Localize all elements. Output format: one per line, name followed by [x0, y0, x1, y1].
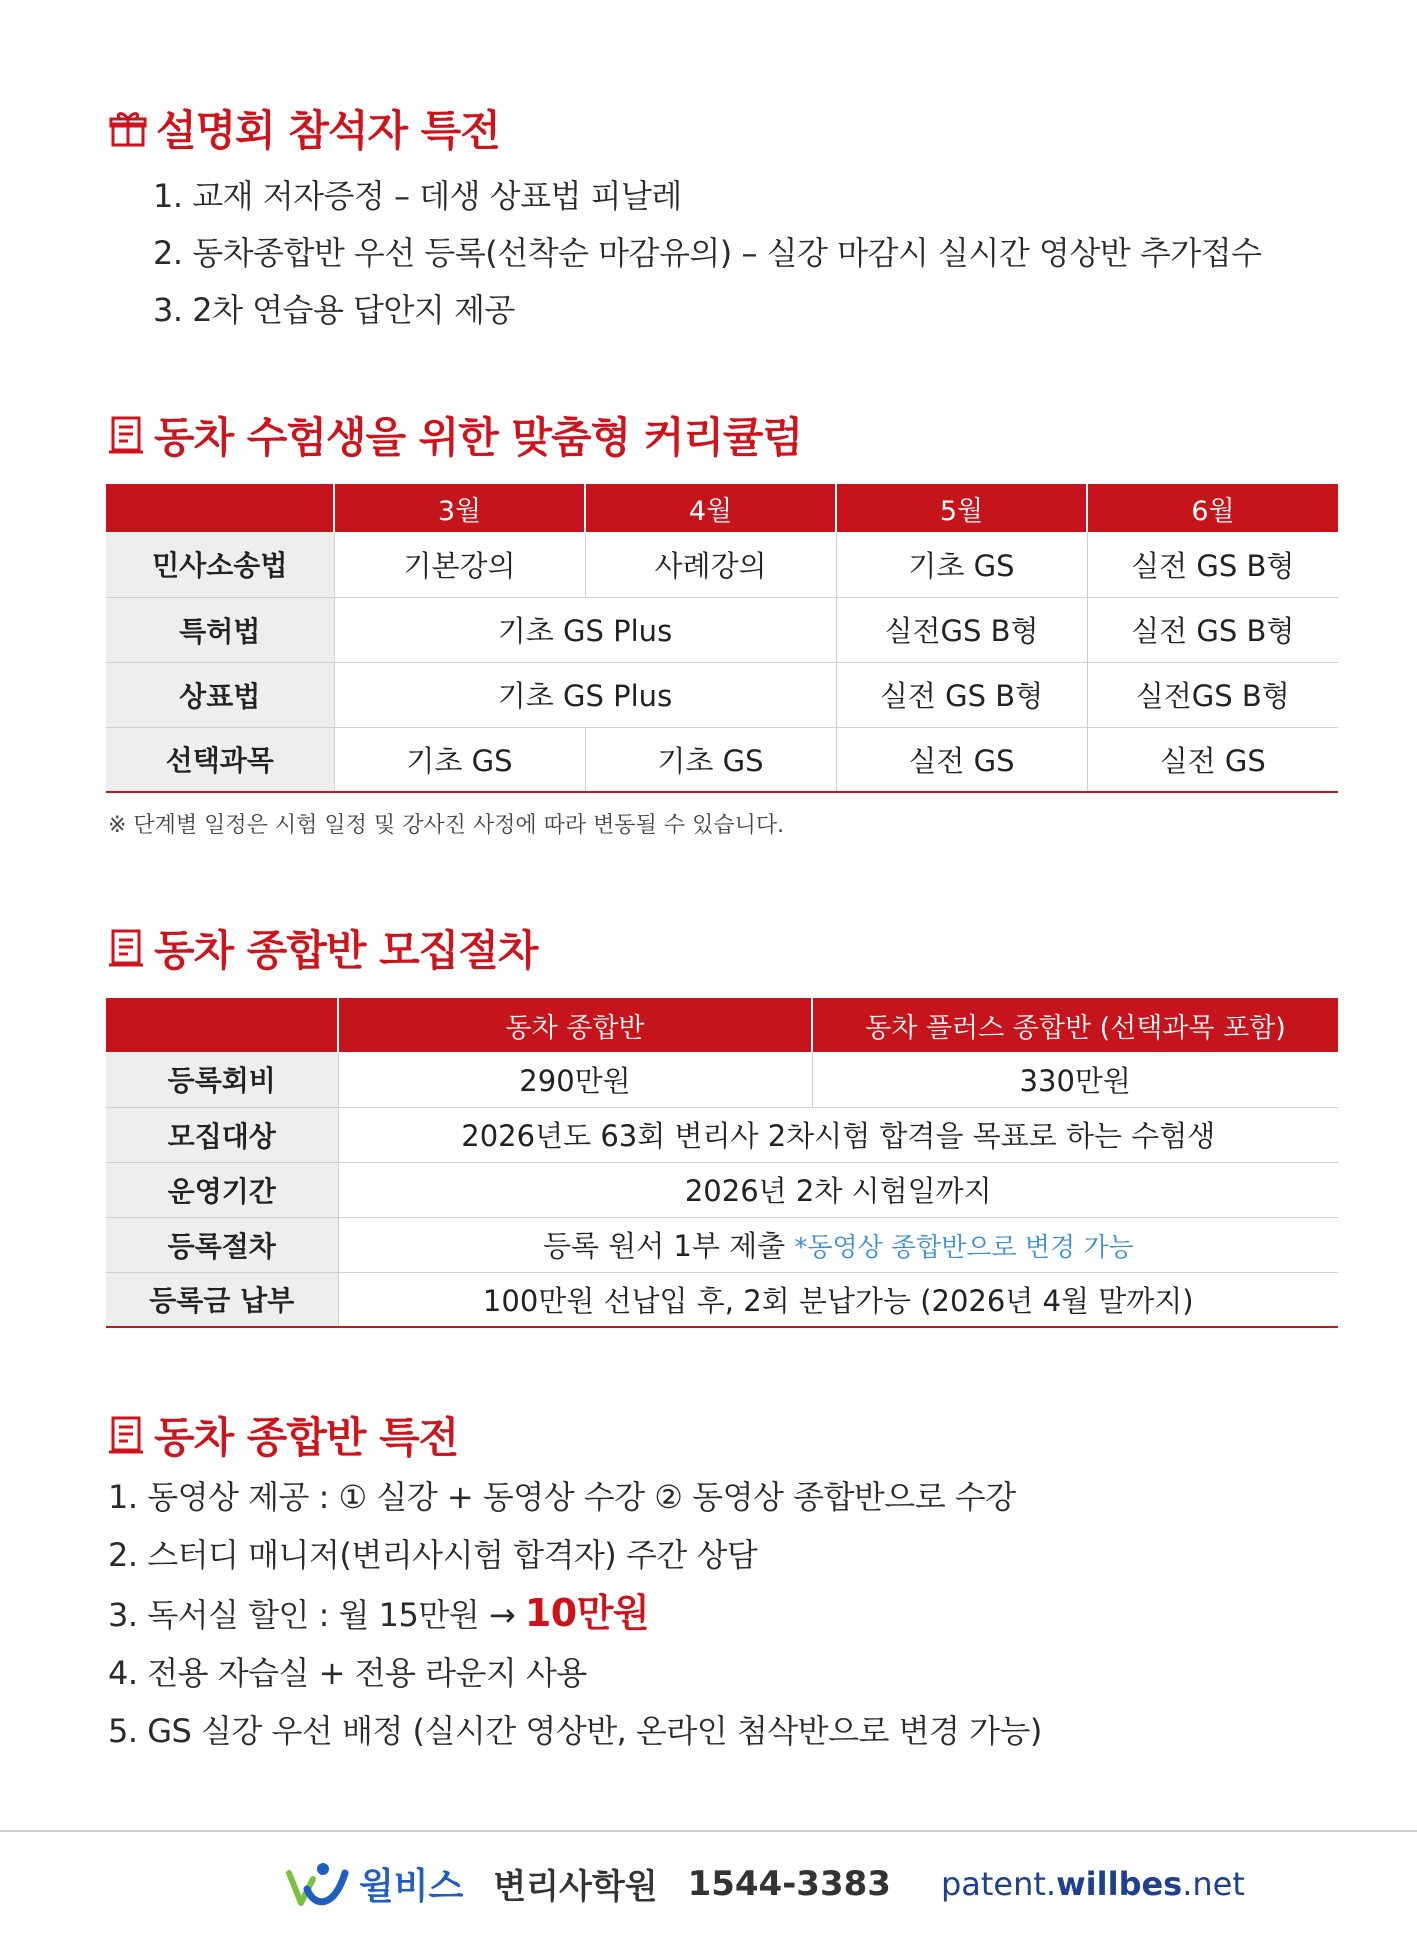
table-row — [106, 1052, 1338, 1107]
url-suffix: .net — [1182, 1864, 1245, 1903]
course-benefits-title — [108, 1405, 458, 1465]
recruit-table — [106, 998, 1338, 1328]
website-link[interactable] — [941, 1865, 1245, 1903]
table-header-cell: 5월 — [836, 484, 1087, 532]
list-item: 2. 동차종합반 우선 등록(선착순 마감유의) – 실강 마감시 실시간 영상반 추가접수 — [153, 234, 1262, 272]
list-item: 2. 스터디 매니저(변리사시험 합격자) 주간 상담 — [108, 1536, 758, 1574]
curriculum-note: ※ 단계별 일정은 시험 일정 및 강사진 사정에 따라 변동될 수 있습니다. — [108, 813, 785, 838]
list-item: 5. GS 실강 우선 배정 (실시간 영상반, 온라인 첨삭반으로 변경 가능) — [108, 1712, 1042, 1750]
list-item: 1. 동영상 제공 : ① 실강 + 동영상 수강 ② 동영상 종합반으로 수강 — [108, 1478, 1016, 1516]
brand-logo — [285, 1858, 463, 1909]
gift-icon — [108, 108, 148, 148]
table-cell: 실전GS B형 — [836, 597, 1087, 662]
seminar-benefits-title-text: 설명회 참석자 특전 — [156, 106, 500, 155]
brand-name: 윌비스 — [359, 1866, 464, 1907]
curriculum-table — [106, 484, 1338, 793]
row-subject: 선택과목 — [106, 727, 334, 792]
url-bold: willbes — [1056, 1864, 1183, 1903]
list-item: 4. 전용 자습실 + 전용 라운지 사용 — [108, 1654, 587, 1692]
list-item: 1. 교재 저자증정 – 데생 상표법 피날레 — [153, 177, 682, 215]
seminar-benefits-title — [108, 98, 500, 158]
registration-procedure-note: *동영상 종합반으로 변경 가능 — [794, 1233, 1134, 1263]
table-header-cell — [106, 484, 334, 532]
registration-procedure-text: 등록 원서 1부 제출 — [542, 1229, 795, 1263]
url-prefix: patent. — [940, 1864, 1057, 1903]
row-label: 등록회비 — [106, 1052, 338, 1107]
discount-text: 3. 독서실 할인 : 월 15만원 → — [108, 1596, 525, 1634]
recruit-title-text: 동차 종합반 모집절차 — [154, 926, 538, 975]
table-cell: 실전 GS B형 — [1087, 597, 1338, 662]
table-cell: 2026년 2차 시험일까지 — [338, 1162, 1338, 1217]
table-row — [106, 597, 1338, 662]
row-label: 모집대상 — [106, 1107, 338, 1162]
row-subject: 특허법 — [106, 597, 334, 662]
table-cell: 기초 GS — [334, 727, 585, 792]
willbes-logo-icon — [285, 1859, 351, 1909]
table-row — [106, 1272, 1338, 1327]
discount-price: 10만원 — [524, 1591, 650, 1635]
table-cell: 기본강의 — [334, 532, 585, 597]
table-cell: 실전 GS — [836, 727, 1087, 792]
table-cell: 실전 GS B형 — [836, 662, 1087, 727]
course-benefits-title-text: 동차 종합반 특전 — [154, 1413, 459, 1462]
table-header-cell: 6월 — [1087, 484, 1338, 532]
row-subject: 민사소송법 — [106, 532, 334, 597]
row-label: 등록절차 — [106, 1217, 338, 1272]
curriculum-title-text: 동차 수험생을 위한 맞춤형 커리큘럼 — [154, 413, 803, 462]
table-header-cell: 3월 — [334, 484, 585, 532]
table-cell: 290만원 — [338, 1052, 812, 1107]
table-cell: 실전 GS B형 — [1087, 532, 1338, 597]
table-cell: 100만원 선납입 후, 2회 분납가능 (2026년 4월 말까지) — [338, 1272, 1338, 1327]
phone-number: 1544-3383 — [687, 1863, 891, 1904]
table-header-cell — [106, 998, 338, 1052]
table-row — [106, 1107, 1338, 1162]
document-icon — [108, 1415, 146, 1455]
table-cell: 실전GS B형 — [1087, 662, 1338, 727]
table-cell: 기초 GS — [585, 727, 836, 792]
course-benefits-list — [108, 1468, 1042, 1760]
seminar-benefits-list — [153, 168, 1262, 339]
footer-divider — [0, 1830, 1417, 1832]
table-header-cell: 동차 플러스 종합반 (선택과목 포함) — [812, 998, 1338, 1052]
curriculum-title — [108, 405, 802, 465]
table-cell: 사례강의 — [585, 532, 836, 597]
table-row — [106, 727, 1338, 792]
table-cell: 기초 GS Plus — [334, 662, 836, 727]
table-row — [106, 1162, 1338, 1217]
table-header-row — [106, 998, 1338, 1052]
table-cell: 실전 GS — [1087, 727, 1338, 792]
table-row — [106, 662, 1338, 727]
table-header-cell: 동차 종합반 — [338, 998, 812, 1052]
table-cell — [338, 1217, 1338, 1272]
table-cell: 기초 GS Plus — [334, 597, 836, 662]
row-label: 등록금 납부 — [106, 1272, 338, 1327]
table-header-cell: 4월 — [585, 484, 836, 532]
table-row — [106, 1217, 1338, 1272]
table-cell: 330만원 — [812, 1052, 1338, 1107]
row-label: 운영기간 — [106, 1162, 338, 1217]
document-icon — [108, 928, 146, 968]
document-icon — [108, 415, 146, 455]
table-cell: 2026년도 63회 변리사 2차시험 합격을 목표로 하는 수험생 — [338, 1107, 1338, 1162]
row-subject: 상표법 — [106, 662, 334, 727]
academy-name: 변리사학원 — [493, 1867, 658, 1907]
recruit-title — [108, 918, 537, 978]
list-item: 3. 2차 연습용 답안지 제공 — [153, 291, 515, 329]
footer — [285, 1858, 1245, 1909]
table-cell: 기초 GS — [836, 532, 1087, 597]
table-header-row — [106, 484, 1338, 532]
list-item — [108, 1584, 1042, 1644]
table-row — [106, 532, 1338, 597]
